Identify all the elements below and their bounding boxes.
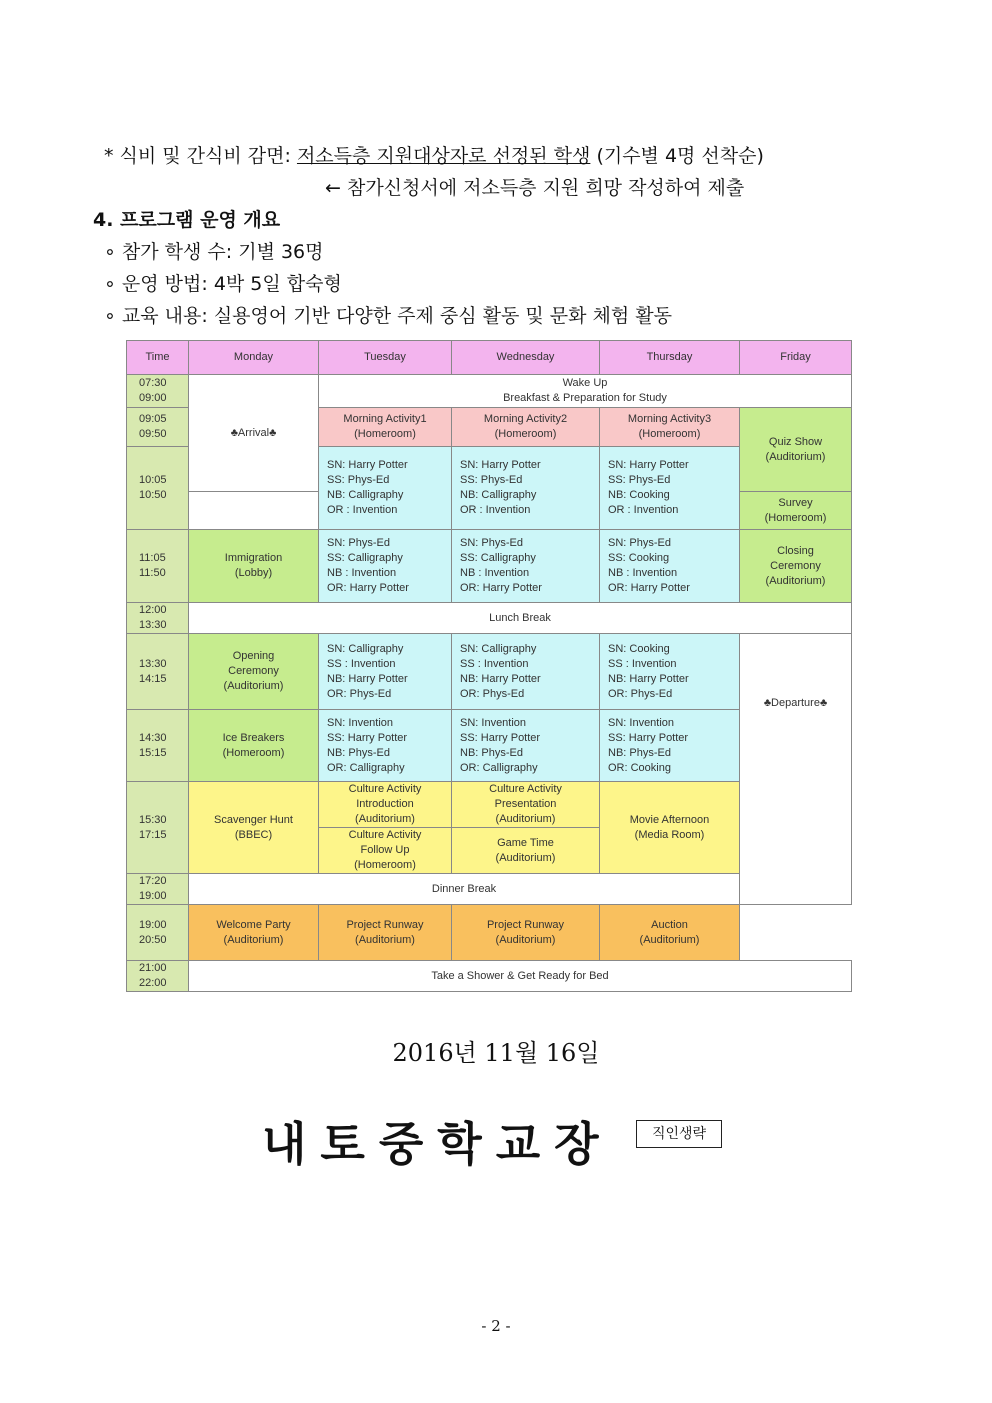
activity-cell: SN: Invention SS: Harry Potter NB: Phys-Ed OR: Calligraphy: [319, 710, 452, 782]
project-runway-cell: Project Runway (Auditorium): [319, 905, 452, 961]
departure-cell: ♣Departure♣: [740, 634, 852, 905]
lunch-break-cell: Lunch Break: [189, 603, 852, 634]
schedule-table: [126, 340, 852, 992]
morning-activity-cell: Morning Activity2 (Homeroom): [452, 408, 600, 447]
header-row: [127, 341, 852, 375]
culture-followup-cell: Culture Activity Follow Up (Homeroom): [319, 828, 452, 874]
immigration-cell: Immigration (Lobby): [189, 530, 319, 603]
activity-cell: SN: Invention SS: Harry Potter NB: Phys-Ed OR: Calligraphy: [452, 710, 600, 782]
meal-discount-subnote: ← 참가신청서에 저소득층 지원 희망 작성하여 제출: [325, 177, 745, 199]
activity-cell: SN: Calligraphy SS : Invention NB: Harry Potter OR: Phys-Ed: [452, 634, 600, 710]
table-row: [127, 603, 852, 634]
header-tuesday: Tuesday: [319, 341, 452, 375]
principal-title: 내토중학교장: [262, 1117, 613, 1171]
bedtime-cell: Take a Shower & Get Ready for Bed: [189, 961, 852, 992]
morning-activity-cell: Morning Activity3 (Homeroom): [600, 408, 740, 447]
welcome-party-cell: Welcome Party (Auditorium): [189, 905, 319, 961]
meal-discount-suffix: (기수별 4명 선착순): [596, 145, 764, 167]
time-cell: 07:30 09:00: [127, 375, 189, 408]
survey-cell: Survey (Homeroom): [740, 492, 852, 530]
bullet-participants: ∘ 참가 학생 수: 기별 36명: [104, 241, 324, 263]
culture-intro-cell: Culture Activity Introduction (Auditorium): [319, 782, 452, 828]
table-row: [127, 634, 852, 710]
meal-discount-prefix: * 식비 및 간식비 감면:: [104, 145, 291, 167]
time-cell: 11:05 11:50: [127, 530, 189, 603]
table-row: [127, 961, 852, 992]
scavenger-hunt-cell: Scavenger Hunt (BBEC): [189, 782, 319, 874]
bullet-method: ∘ 운영 방법: 4박 5일 합숙형: [104, 273, 342, 295]
game-time-cell: Game Time (Auditorium): [452, 828, 600, 874]
activity-cell: SN: Phys-Ed SS: Calligraphy NB : Invention OR: Harry Potter: [452, 530, 600, 603]
dinner-break-cell: Dinner Break: [189, 874, 740, 905]
opening-ceremony-cell: Opening Ceremony (Auditorium): [189, 634, 319, 710]
time-cell: 13:30 14:15: [127, 634, 189, 710]
morning-activity-cell: Morning Activity1 (Homeroom): [319, 408, 452, 447]
activity-cell: SN: Invention SS: Harry Potter NB: Phys-Ed OR: Cooking: [600, 710, 740, 782]
meal-discount-line: [104, 141, 764, 168]
section-heading: 4. 프로그램 운영 개요: [93, 209, 281, 231]
time-cell: 17:20 19:00: [127, 874, 189, 905]
activity-cell: SN: Phys-Ed SS: Cooking NB : Invention OR: Harry Potter: [600, 530, 740, 603]
meal-discount-target: 저소득층 지원대상자로 선정된 학생: [296, 145, 591, 167]
culture-presentation-cell: Culture Activity Presentation (Auditorium): [452, 782, 600, 828]
closing-ceremony-cell: Closing Ceremony (Auditorium): [740, 530, 852, 603]
time-cell: 14:30 15:15: [127, 710, 189, 782]
activity-cell: SN: Harry Potter SS: Phys-Ed NB: Calligraphy OR : Invention: [452, 447, 600, 530]
quiz-show-cell: Quiz Show (Auditorium): [740, 408, 852, 492]
activity-cell: SN: Harry Potter SS: Phys-Ed NB: Cooking OR : Invention: [600, 447, 740, 530]
header-wednesday: Wednesday: [452, 341, 600, 375]
activity-cell: SN: Cooking SS : Invention NB: Harry Potter OR: Phys-Ed: [600, 634, 740, 710]
arrival-cell: ♣Arrival♣: [189, 375, 319, 492]
time-cell: 12:00 13:30: [127, 603, 189, 634]
document-date: 2016년 11월 16일: [392, 1039, 600, 1067]
header-thursday: Thursday: [600, 341, 740, 375]
movie-afternoon-cell: Movie Afternoon (Media Room): [600, 782, 740, 874]
activity-cell: SN: Calligraphy SS : Invention NB: Harry Potter OR: Phys-Ed: [319, 634, 452, 710]
wakeup-cell: Wake Up Breakfast & Preparation for Study: [319, 375, 852, 408]
header-time: Time: [127, 341, 189, 375]
table-row: [127, 530, 852, 603]
time-cell: 15:30 17:15: [127, 782, 189, 874]
header-monday: Monday: [189, 341, 319, 375]
auction-cell: Auction (Auditorium): [600, 905, 740, 961]
bullet-content: ∘ 교육 내용: 실용영어 기반 다양한 주제 중심 활동 및 문화 체험 활동: [104, 305, 672, 327]
page-number: - 2 -: [481, 1317, 511, 1335]
project-runway-cell: Project Runway (Auditorium): [452, 905, 600, 961]
time-cell: 21:00 22:00: [127, 961, 189, 992]
activity-cell: SN: Harry Potter SS: Phys-Ed NB: Calligraphy OR : Invention: [319, 447, 452, 530]
ice-breakers-cell: Ice Breakers (Homeroom): [189, 710, 319, 782]
activity-cell: SN: Phys-Ed SS: Calligraphy NB : Invention OR: Harry Potter: [319, 530, 452, 603]
table-row: [127, 375, 852, 408]
time-cell: 09:05 09:50: [127, 408, 189, 447]
seal-omitted-box: 직인생략: [636, 1120, 722, 1148]
arrival-continued-cell: [189, 492, 319, 530]
header-friday: Friday: [740, 341, 852, 375]
time-cell: 19:00 20:50: [127, 905, 189, 961]
table-row: [127, 905, 852, 961]
time-cell: 10:05 10:50: [127, 447, 189, 530]
